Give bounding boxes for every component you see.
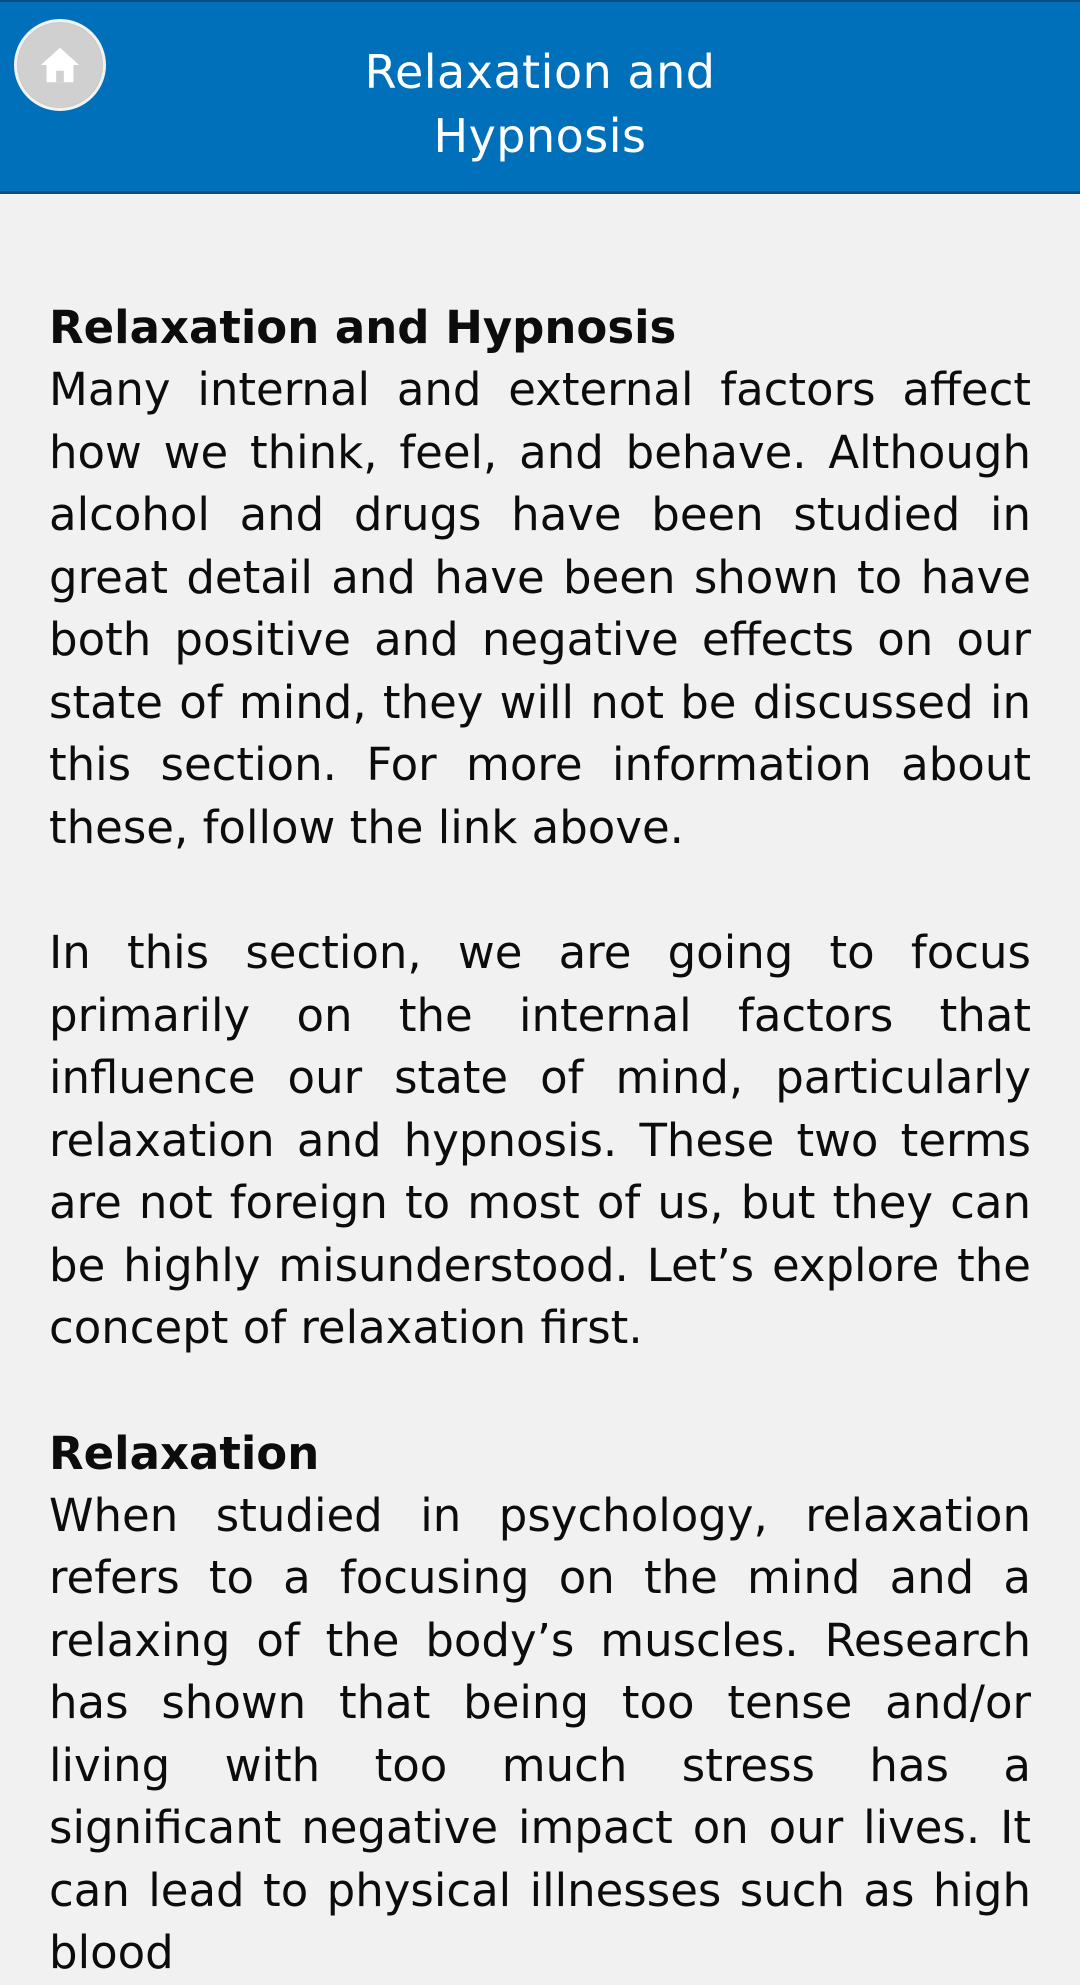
paragraph-focus: In this section, we are going to focus primarily on the internal factors that influence our state of mind, particularly relaxation and hypnosis. These two terms are not foreign to most of us, but they can be highly misunderstood. Let’s explore the concept of relaxation first. xyxy=(49,926,1031,1354)
paragraph-spacer xyxy=(49,859,1031,922)
page-title-line-1: Relaxation and xyxy=(364,45,716,99)
page-title-line-2: Hypnosis xyxy=(433,109,647,163)
section-heading-relaxation: Relaxation xyxy=(49,1426,320,1480)
app-header xyxy=(0,0,1080,194)
page-title xyxy=(140,40,940,168)
paragraph-intro: Many internal and external factors affect how we think, feel, and behave. Although alcohol and drugs have been studied in great detail and have been shown to have both positive and negative effects on our state of mind, they will not be discussed in this section. For more information about these, follow the link above. xyxy=(49,363,1031,854)
home-icon xyxy=(37,42,83,88)
article-content xyxy=(49,297,1031,1985)
paragraph-spacer xyxy=(49,1360,1031,1423)
home-button[interactable] xyxy=(14,19,106,111)
paragraph-relaxation: When studied in psychology, relaxation refers to a focusing on the mind and a relaxing of the body’s muscles. Research has shown that being too tense and/or living with too much stress has a significant negative impact on our lives. It can lead to physical illnesses such as high blood xyxy=(49,1488,1031,1979)
section-heading-relaxation-and-hypnosis: Relaxation and Hypnosis xyxy=(49,301,677,354)
